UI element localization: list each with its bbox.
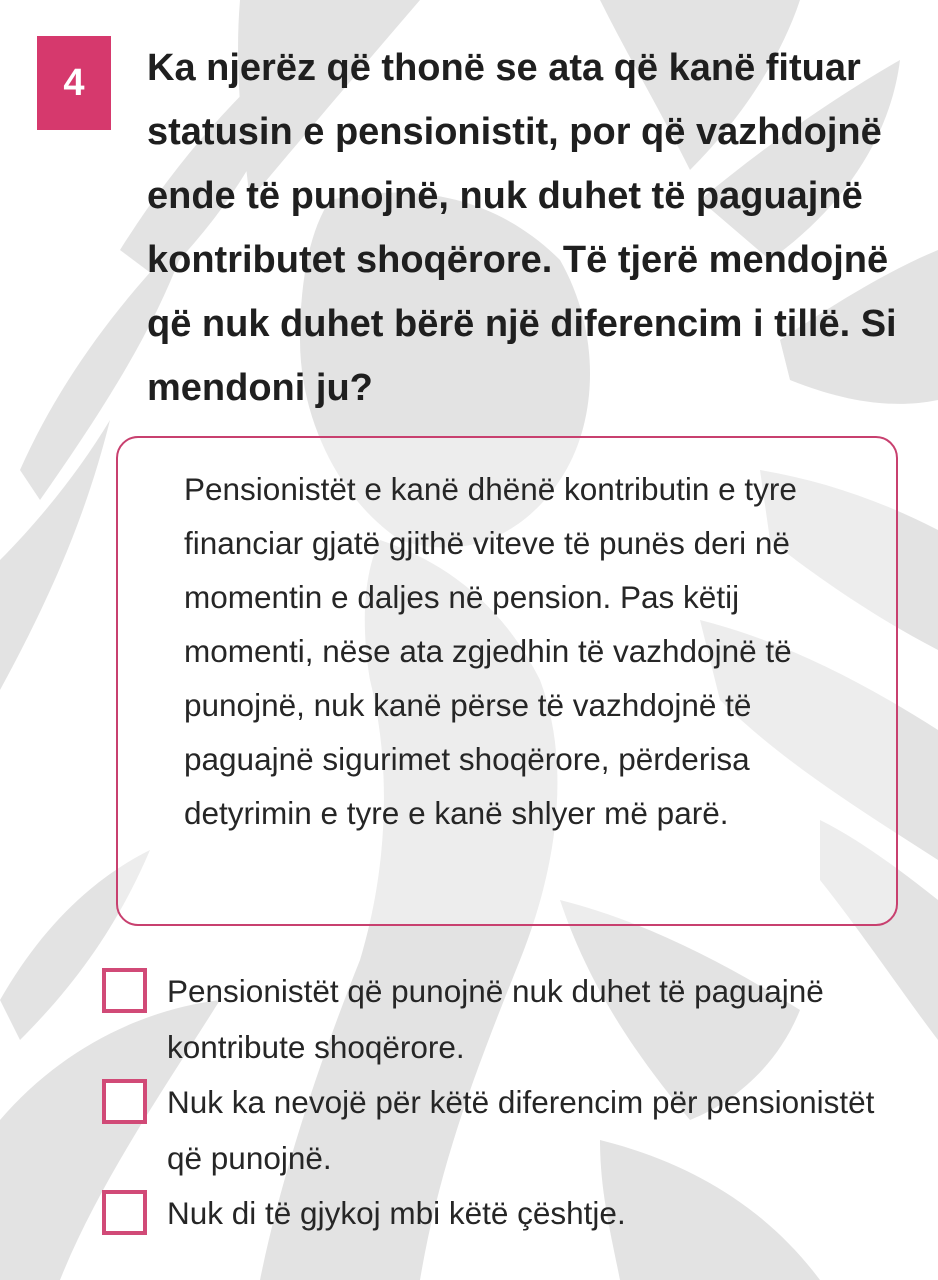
option-3-label: Nuk di të gjykoj mbi këtë çështje. — [167, 1195, 626, 1231]
answer-text: Pensionistët e kanë dhënë kontributin e tyre financiar gjatë gjithë viteve të punës deri në momentin e daljes në pension. Pas këtij momenti, nëse ata zgjedhin të vazhdojnë të punojnë, nuk kanë përse të vazhdojnë të paguajnë sigurimet shoqërore, përderisa detyrimin e tyre e kanë shlyer më parë. — [184, 471, 797, 831]
option-3[interactable] — [102, 1188, 912, 1241]
option-2-checkbox[interactable] — [102, 1079, 147, 1124]
option-1[interactable] — [102, 966, 912, 1075]
question-number: 4 — [63, 61, 85, 104]
option-1-label: Pensionistët që punojnë nuk duhet të paguajnë kontribute shoqërore. — [167, 973, 824, 1065]
option-1-checkbox[interactable] — [102, 968, 147, 1013]
option-2-label: Nuk ka nevojë për këtë diferencim për pensionistët që punojnë. — [167, 1084, 875, 1176]
question-number-badge — [37, 36, 111, 130]
answer-options — [102, 966, 912, 1241]
option-3-checkbox[interactable] — [102, 1190, 147, 1235]
question-text: Ka njerëz që thonë se ata që kanë fituar statusin e pensionistit, por që vazhdojnë ende të punojnë, nuk duhet të paguajnë kontributet shoqërore. Të tjerë mendojnë që nuk duhet bërë një diferencim i tillë. Si mendoni ju? — [147, 47, 897, 409]
option-2[interactable] — [102, 1077, 912, 1186]
answer-box — [116, 436, 898, 926]
